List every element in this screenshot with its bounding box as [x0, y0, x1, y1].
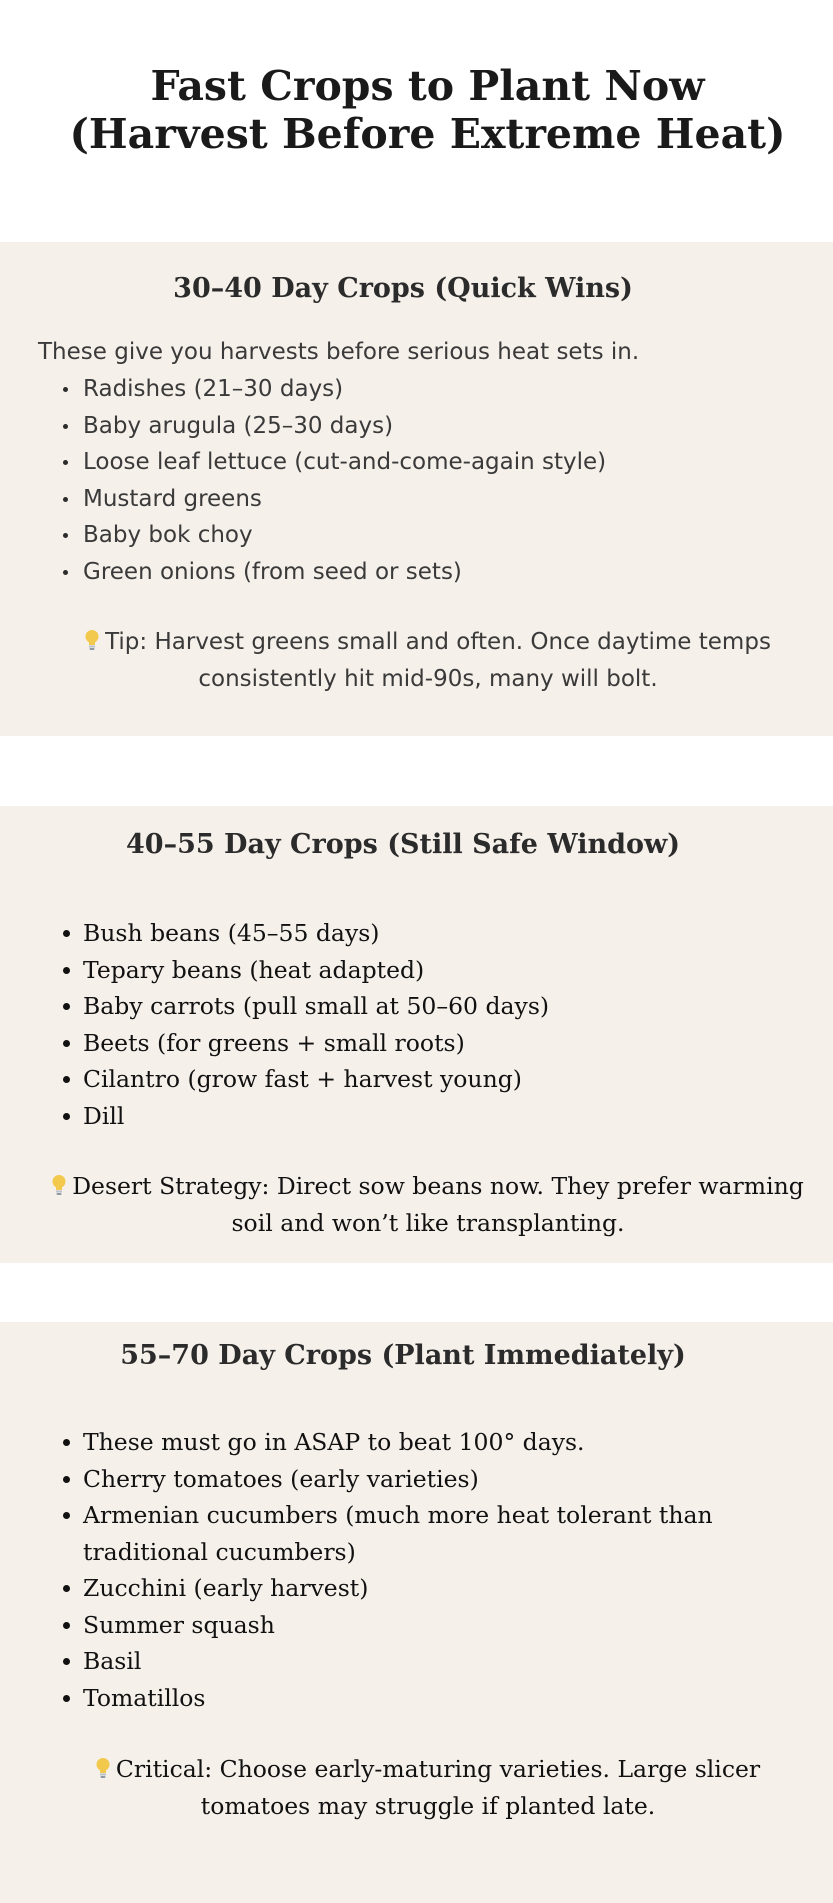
section-plant-immediately — [0, 1322, 833, 1903]
list-item: Zucchini (early harvest) — [0, 1570, 723, 1607]
list-item: Green onions (from seed or sets) — [0, 554, 606, 591]
list-item: Tepary beans (heat adapted) — [0, 952, 549, 989]
section-heading: 55–70 Day Crops (Plant Immediately) — [120, 1340, 686, 1371]
list-item: Baby arugula (25–30 days) — [0, 408, 606, 445]
list-item: Dill — [0, 1098, 549, 1135]
list-item: Mustard greens — [0, 481, 606, 518]
list-item: Loose leaf lettuce (cut-and-come-again style) — [0, 444, 606, 481]
list-item: Basil — [0, 1643, 723, 1680]
crop-list — [0, 915, 549, 1134]
page-title-line-1: Fast Crops to Plant Now — [150, 62, 705, 110]
crop-list — [0, 1424, 723, 1716]
list-item: Radishes (21–30 days) — [0, 371, 606, 408]
crop-list — [0, 371, 606, 590]
list-item: Baby bok choy — [0, 517, 606, 554]
tip-text: Desert Strategy: Direct sow beans now. They prefer warming soil and won’t like transplanting. — [72, 1172, 804, 1237]
list-item: Cherry tomatoes (early varieties) — [0, 1461, 723, 1498]
list-item: Armenian cucumbers (much more heat tolerant than traditional cucumbers) — [0, 1497, 723, 1570]
section-quick-wins — [0, 242, 833, 736]
page-title — [0, 62, 833, 158]
lightbulb-icon — [85, 629, 99, 651]
section-safe-window — [0, 806, 833, 1263]
list-item: Summer squash — [0, 1607, 723, 1644]
tip-text: Tip: Harvest greens small and often. Once daytime temps consistently hit mid-90s, many will bolt. — [105, 629, 771, 692]
section-intro: These give you harvests before serious heat sets in. — [38, 339, 640, 365]
list-item: Bush beans (45–55 days) — [0, 915, 549, 952]
section-heading: 30–40 Day Crops (Quick Wins) — [173, 273, 633, 304]
section-heading: 40–55 Day Crops (Still Safe Window) — [126, 829, 680, 860]
list-item: Beets (for greens + small roots) — [0, 1025, 549, 1062]
tip-callout — [48, 624, 808, 697]
page-title-line-2: (Harvest Before Extreme Heat) — [69, 110, 786, 158]
list-item: These must go in ASAP to beat 100° days. — [0, 1424, 723, 1461]
tip-callout — [48, 1751, 808, 1824]
lightbulb-icon — [96, 1757, 110, 1779]
list-item: Tomatillos — [0, 1680, 723, 1717]
lightbulb-icon — [52, 1174, 66, 1196]
tip-callout — [48, 1168, 808, 1241]
tip-text: Critical: Choose early-maturing varieties. Large slicer tomatoes may struggle if planted late. — [115, 1755, 761, 1820]
list-item: Cilantro (grow fast + harvest young) — [0, 1061, 549, 1098]
list-item: Baby carrots (pull small at 50–60 days) — [0, 988, 549, 1025]
